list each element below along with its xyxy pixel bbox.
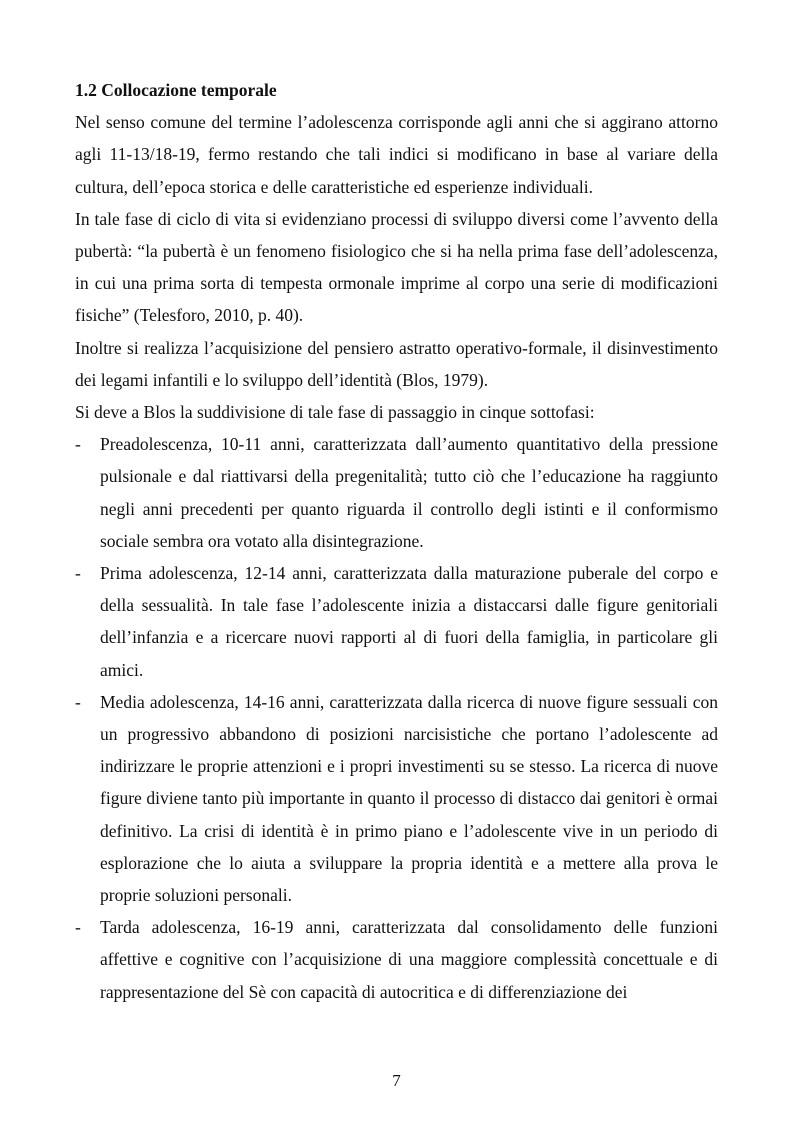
paragraph-common-sense: Nel senso comune del termine l’adolescenza corrisponde agli anni che si aggirano attorno agli 11-13/18-19, fermo restando che tali indici si modificano in base al variare della cultura, dell’epoca storica e delle caratteristiche ed esperienze individuali. xyxy=(75,112,718,197)
section-heading: 1.2 Collocazione temporale xyxy=(75,80,277,100)
paragraph-abstract-thought: Inoltre si realizza l’acquisizione del pensiero astratto operativo-formale, il disinvestimento dei legami infantili e lo sviluppo dell’identità (Blos, 1979). xyxy=(75,337,718,390)
bullet-marker: - xyxy=(75,691,81,712)
paragraph-blos-intro: Si deve a Blos la suddivisione di tale fase di passaggio in cinque sottofasi: xyxy=(75,402,595,423)
list-item-tarda-adolescenza xyxy=(75,911,718,1008)
paragraph-puberty: In tale fase di ciclo di vita si evidenziano processi di sviluppo diversi come l’avvento della pubertà: “la pubertà è un fenomeno fisiologico che si ha nella prima fase dell’adolescenza, in cui una prima sorta di tempesta ormonale imprime al corpo una serie di modificazioni fisiche” (Telesforo, 2010, p. 40). xyxy=(75,208,718,326)
bullet-marker: - xyxy=(75,917,81,938)
document-page xyxy=(75,74,718,1008)
substages-list xyxy=(75,428,718,1008)
list-item-text: Media adolescenza, 14-16 anni, caratterizzata dalla ricerca di nuove figure sessuali con un progressivo abbandono di posizioni narcisistiche che portano l’adolescente ad indirizzare le proprie attenzioni e i propri investimenti su se stesso. La ricerca di nuove figure diviene tanto più importante in quanto il processo di distacco dai genitori è ormai definitivo. La crisi di identità è in primo piano e l’adolescente vive in un periodo di esplorazione che lo aiuta a sviluppare la propria identità e a mettere alla prova le proprie soluzioni personali. xyxy=(100,691,718,906)
list-item-prima-adolescenza xyxy=(75,557,718,686)
bullet-marker: - xyxy=(75,434,81,455)
list-item-media-adolescenza xyxy=(75,686,718,911)
page-number: 7 xyxy=(392,1071,401,1090)
list-item-preadolescenza xyxy=(75,428,718,557)
list-item-text: Preadolescenza, 10-11 anni, caratterizzata dall’aumento quantitativo della pressione pulsionale e dal riattivarsi della pregenitalità; tutto ciò che l’educazione ha raggiunto negli anni precedenti per quanto riguarda il controllo degli istinti e il conformismo sociale sembra ora votato alla disintegrazione. xyxy=(100,434,718,551)
bullet-marker: - xyxy=(75,563,81,584)
list-item-text: Tarda adolescenza, 16-19 anni, caratterizzata dal consolidamento delle funzioni affettive e cognitive con l’acquisizione di una maggiore complessità concettuale e di rappresentazione del Sè con capacità di autocritica e di differenziazione dei xyxy=(100,917,718,1002)
list-item-text: Prima adolescenza, 12-14 anni, caratterizzata dalla maturazione puberale del corpo e della sessualità. In tale fase l’adolescente inizia a distaccarsi dalle figure genitoriali dell’infanzia e a ricercare nuovi rapporti al di fuori della famiglia, in particolare gli amici. xyxy=(100,563,718,680)
